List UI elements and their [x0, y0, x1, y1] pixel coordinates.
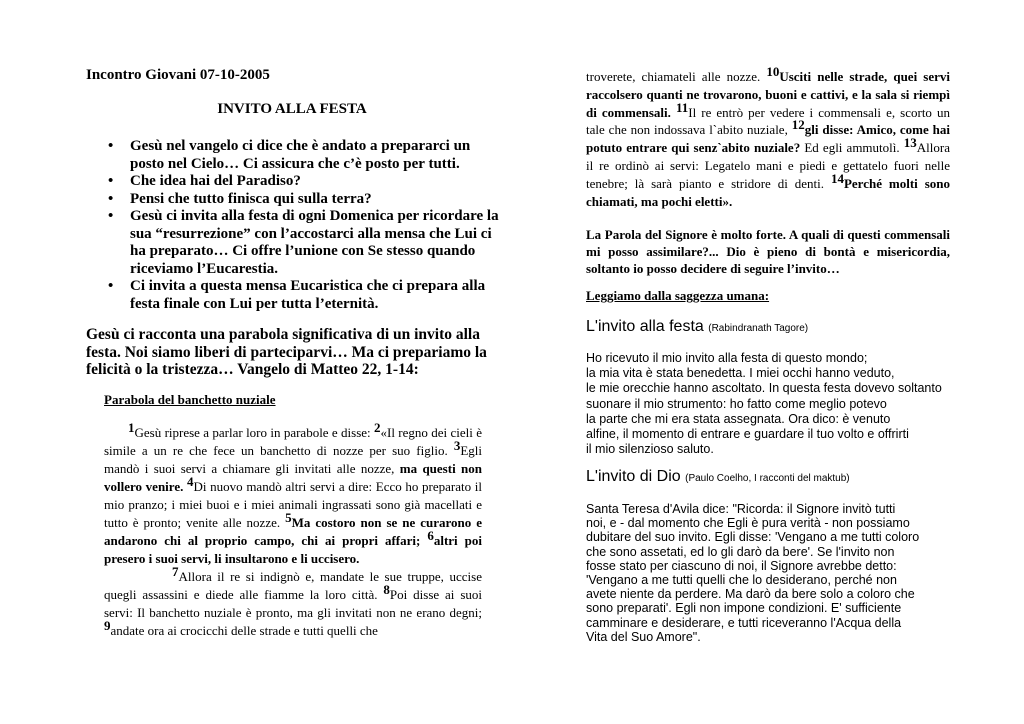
poem-line: noi, e - dal momento che Egli è pura verità - non possiamo: [586, 516, 910, 531]
poem1-body: [586, 351, 966, 457]
parable-continuation: troverete, chiamateli alle nozze. $^{10}$Usciti nelle strade, quei servi raccolsero quanti ne trovarono, buoni e cattivi, e la sala si riempì di commensali. $^{11}$Il re entrò per vedere i commensali e, scorto un tale che non indossava l`abito nuziale, $^{12}$gli disse: Amico, come hai potuto entrare qui senz`abito nuziale? Ed egli ammutolì. $^{13}$Allora il re ordinò ai servi: Legatelo mani e piedi e gettatelo fuori nelle tenebre; là sarà pianto e stridore di denti. $^{14}$Perché molti sono chiamati, ma pochi eletti».: [586, 64, 950, 209]
poem-line: Vita del Suo Amore".: [586, 629, 701, 644]
list-item: • Ci invita a questa mensa Eucaristica che ci prepara alla festa finale con Lui per tutta l’eternità.: [108, 278, 486, 312]
wisdom-heading: Leggiamo dalla saggezza umana:: [586, 288, 770, 303]
poem-line: che sono assetati, ed lo gli darò da bere'. Se l'invito non: [586, 544, 895, 559]
poem-line: la parte che mi era stata assegnata. Ora dico: è venuto: [586, 411, 891, 426]
poem-line: Ho ricevuto il mio invito alla festa di questo mondo;: [586, 351, 868, 365]
intro-paragraph: Gesù ci racconta una parabola significativa di un invito alla festa. Noi siamo liberi di parteciparvi… Ma ci prepariamo la felicità o la tristezza… Vangelo di Matteo 22, 1-14:: [86, 326, 487, 378]
poem-line: avete niente da perdere. Ma darò da bere solo a coloro che: [586, 587, 915, 602]
question-list: [108, 138, 500, 313]
poem-line: alfine, il momento di entrare e guardare il tuo volto e offrirti: [586, 427, 909, 442]
poem-line: sono preparati'. Egli non impone condizioni. E' sufficiente: [586, 601, 902, 616]
poem2-heading: [586, 468, 850, 486]
list-item: • Gesù nel vangelo ci dice che è andato a prepararci un posto nel Cielo… Ci assicura che c’è posto per tutti.: [108, 138, 471, 172]
page-title: INVITO ALLA FESTA: [217, 101, 367, 117]
list-item: • Pensi che tutto finisca qui sulla terra?: [108, 190, 372, 207]
poem-line: fosse stato per ciascuno di noi, il Signore avrebbe detto:: [586, 558, 897, 573]
reflection-paragraph: La Parola del Signore è molto forte. A quali di questi commensali mi posso assimilare?... Dio è pieno di bontà e misericordia, soltanto io posso decidere di seguire l’invito…: [586, 227, 950, 276]
poem-line: la mia vita è stata benedetta. I miei occhi hanno veduto,: [586, 366, 895, 381]
poem-line: camminare e desiderare, e tutti riceveranno l'Acqua della: [586, 615, 902, 630]
parable-heading: Parabola del banchetto nuziale: [104, 392, 276, 407]
parable-text: $^1$Gesù riprese a parlar loro in parabole e disse: $^2$«Il regno dei cieli è simile a un re che fece un banchetto di nozze per suo figlio. $^3$Egli mandò i suoi servi a chiamare gli invitati alle nozze, ma questi non vollero venire. $^4$Di nuovo mandò altri servi a dire: Ecco ho preparato il mio pranzo; i miei buoi e i miei animali ingrassati sono già macellati e tutto è pronto; venite alle nozze. $^5$Ma costoro non se ne curarono e andarono chi al proprio campo, chi ai propri affari; $^6$altri poi presero i suoi servi, li insultarono e li uccisero. $^7$Allora il re si indignò e, mandate le sue truppe, uccise quegli assassini e diede alle fiamme la loro città. $^8$Poi disse ai suoi servi: Il banchetto nuziale è pronto, ma gli invitati non ne erano degni; $^9$andate ora ai crocicchi delle strade e tutti quelli che: [104, 420, 483, 638]
poem-line: dubitare del suo invito. Egli disse: 'Vengano a me tutti coloro: [586, 530, 920, 545]
poem-line: Santa Teresa d'Avila dice: "Ricorda: il Signore invitò tutti: [586, 502, 896, 516]
poem1-heading: [586, 318, 808, 336]
poem2-title: L'invito di Dio: [586, 468, 681, 485]
poem1-author: (Rabindranath Tagore): [708, 323, 809, 334]
poem-line: il mio silenzioso saluto.: [586, 442, 714, 457]
list-item: • Gesù ci invita alla festa di ogni Domenica per ricordare la sua “resurrezione” con l’accostarci alla mensa che Lui ci ha preparato… Ci offre l’unione con Se stesso quando riceviamo l’Eucarestia.: [108, 208, 499, 277]
poem-line: le mie orecchie hanno ascoltato. In questa festa dovevo soltanto: [586, 381, 942, 396]
poem2-author: (Paulo Coelho, I racconti del maktub): [685, 473, 850, 484]
poem2-body: [586, 502, 966, 644]
poem1-title: L'invito alla festa: [586, 318, 704, 335]
poem-line: suonare il mio strumento: ho fatto come meglio potevo: [586, 396, 887, 411]
poem-line: 'Vengano a me tutti quelli che lo desiderano, perché non: [586, 573, 897, 588]
list-item: • Che idea hai del Paradiso?: [108, 173, 301, 189]
meeting-heading: Incontro Giovani 07-10-2005: [86, 67, 270, 83]
